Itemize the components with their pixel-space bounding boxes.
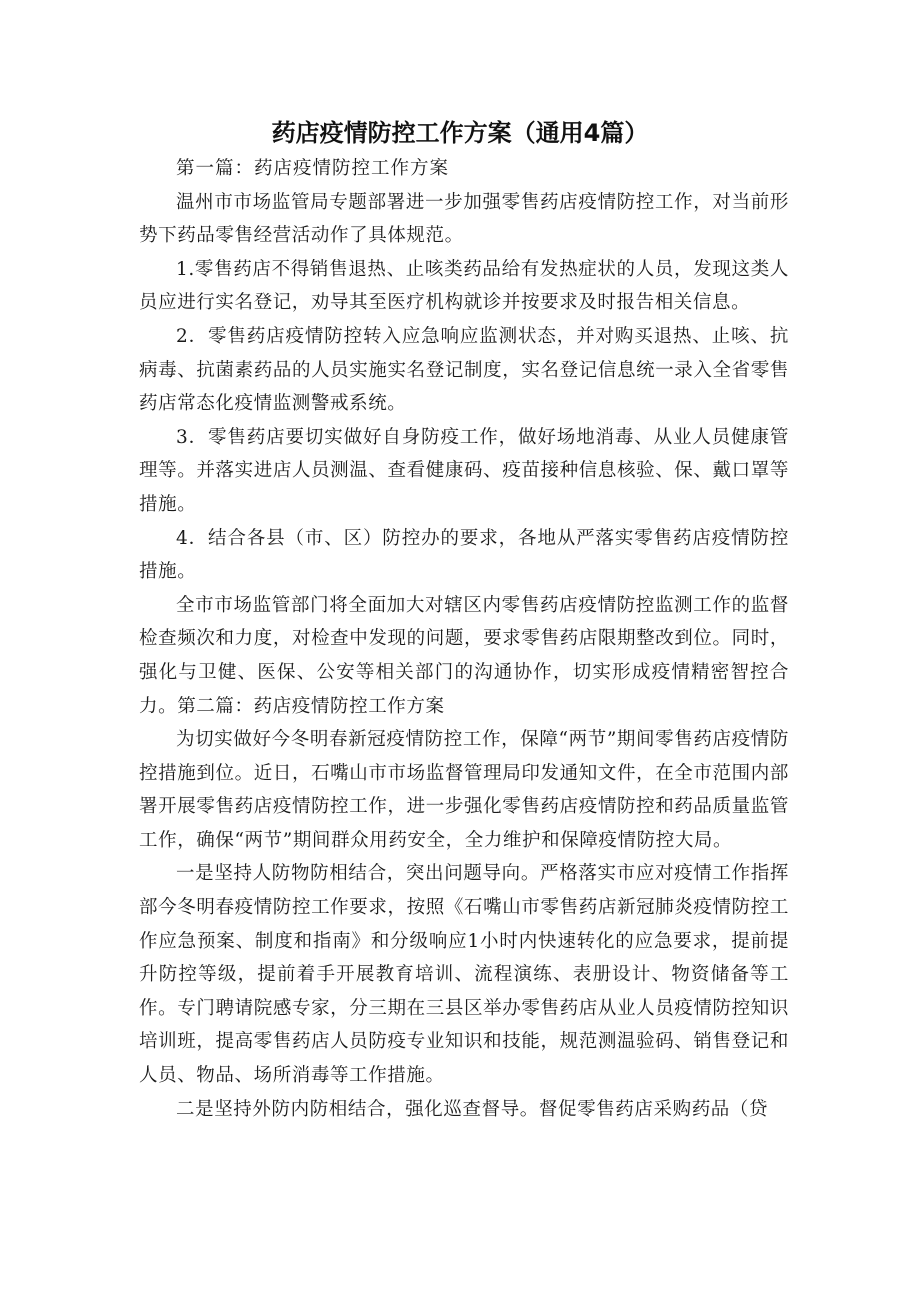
paragraph: 4．结合各县（市、区）防控办的要求，各地从严落实零售药店疫情防控措施。 xyxy=(139,527,789,583)
paragraph: 一是坚持人防物防相结合，突出问题导向。严格落实市应对疫情工作指挥部今冬明春疫情防控工作要求，按照《石嘴山市零售药店新冠肺炎疫情防控工作应急预案、制度和指南》和分级响应1小时内快速转化的应急要求，提前提升防控等级，提前着手开展教育培训、流程演练、表册设计、物资储备等工作。专门聘请院感专家，分三期在三县区举办零售药店从业人员疫情防控知识培训班，提高零售药店人员防疫专业知识和技能，规范测温验码、销售登记和人员、物品、场所消毒等工作措施。 xyxy=(139,863,789,1087)
paragraph: 为切实做好今冬明春新冠疫情防控工作，保障“两节”期间零售药店疫情防控措施到位。近日，石嘴山市市场监督管理局印发通知文件，在全市范围内部署开展零售药店疫情防控工作，进一步强化零售药店疫情防控和药品质量监管工作，确保“两节”期间群众用药安全，全力维护和保障疫情防控大局。 xyxy=(139,729,789,851)
paragraph: 全市市场监管部门将全面加大对辖区内零售药店疫情防控监测工作的监督检查频次和力度，对检查中发现的问题，要求零售药店限期整改到位。同时，强化与卫健、医保、公安等相关部门的沟通协作，切实形成疫情精密智控合力。第二篇：药店疫情防控工作方案 xyxy=(139,594,789,717)
paragraph: 温州市市场监管局专题部署进一步加强零售药店疫情防控工作，对当前形势下药品零售经营活动作了具体规范。 xyxy=(139,191,789,247)
paragraph: 2．零售药店疫情防控转入应急响应监测状态，并对购买退热、止咳、抗病毒、抗菌素药品的人员实施实名登记制度，实名登记信息统一录入全省零售药店常态化疫情监测警戒系统。 xyxy=(139,325,789,415)
document-body xyxy=(139,152,789,1126)
paragraph: 二是坚持外防内防相结合，强化巡查督导。督促零售药店采购药品（贷 xyxy=(176,1098,769,1120)
paragraph: 1.零售药店不得销售退热、止咳类药品给有发热症状的人员，发现这类人员应进行实名登记，劝导其至医疗机构就诊并按要求及时报告相关信息。 xyxy=(139,258,789,314)
document-title: 药店疫情防控工作方案（通用4篇） xyxy=(271,119,649,147)
paragraph: 3．零售药店要切实做好自身防疫工作，做好场地消毒、从业人员健康管理等。并落实进店人员测温、查看健康码、疫苗接种信息核验、保、戴口罩等措施。 xyxy=(139,426,789,515)
section-heading: 第一篇：药店疫情防控工作方案 xyxy=(176,158,450,179)
